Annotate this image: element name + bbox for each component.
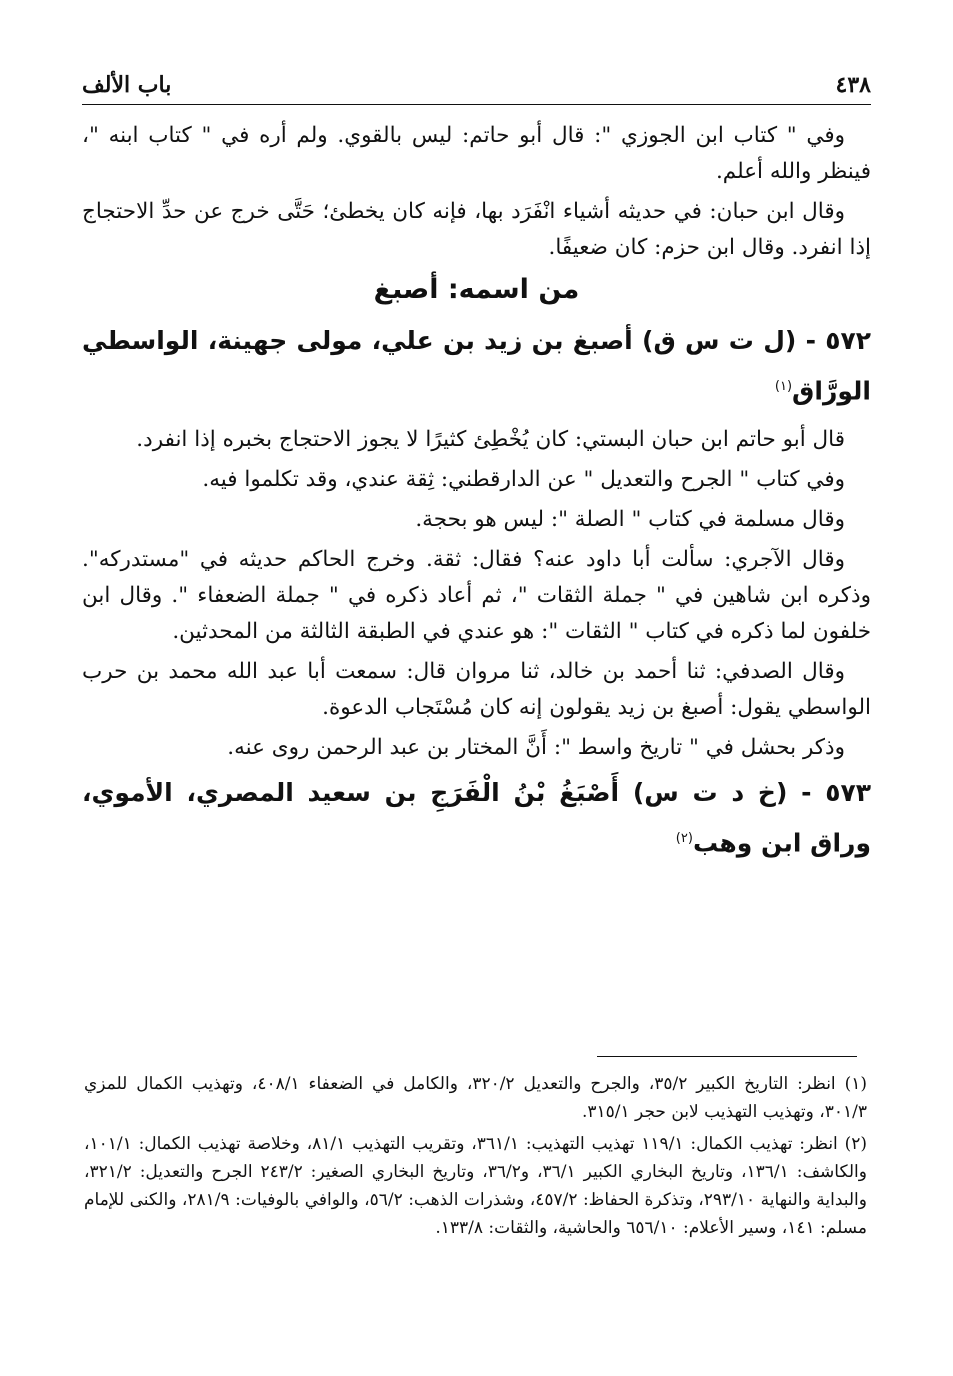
paragraph: وفي " كتاب ابن الجوزي ": قال أبو حاتم: ليس بالقوي. ولم أره في " كتاب ابنه "، فينظر والله أعلم. bbox=[82, 123, 871, 184]
chapter-title: باب الألف bbox=[82, 72, 172, 98]
footnote: (١) انظر: التاريخ الكبير ٣٥/٢، والجرح والتعديل ٣٢٠/٢، والكامل في الضعفاء ٤٠٨/١، وتهذيب الكمال للمزي ٣٠١/٣، وتهذيب التهذيب لابن حجر ٣١٥/١. bbox=[84, 1074, 867, 1122]
paragraph: قال أبو حاتم ابن حبان البستي: كان يُخْطِئ كثيرًا لا يجوز الاحتجاج بخبره إذا انفرد. bbox=[136, 427, 845, 453]
paragraph: وقال ابن حبان: في حديثه أشياء انْفَرَد بها، فإنه كان يخطئ؛ حَتَّى خرج عن حدِّ الاحتجاج إذا انفرد. وقال ابن حزم: كان ضعيفًا. bbox=[82, 199, 871, 260]
main-text bbox=[82, 118, 871, 875]
paragraph: وقال مسلمة في كتاب " الصلة ": ليس هو بحجة. bbox=[415, 507, 845, 533]
page-number: ٤٣٨ bbox=[835, 72, 871, 98]
paragraph: وقال الصدفي: ثنا أحمد بن خالد، ثنا مروان قال: سمعت أبا عبد الله محمد بن حرب الواسطي يقول: أصبغ بن زيد يقولون إنه كان مُسْتَجاب الدعوة. bbox=[82, 659, 871, 721]
footnotes bbox=[84, 1070, 867, 1246]
section-heading: من اسمه: أصبغ bbox=[373, 274, 580, 305]
paragraph: وقال الآجري: سألت أبا داود عنه؟ فقال: ثقة. وخرج الحاكم حديثه في "مستدركه". وذكره ابن شاهين في " جملة الثقات "، ثم أعاد ذكره في " جملة الضعفاء ". وقال ابن خلفون لما ذكره في كتاب " الثقات ": هو عندي في الطبقة الثالثة من المحدثين. bbox=[82, 547, 871, 645]
entry-heading-573 bbox=[82, 770, 871, 866]
paragraph: وذكر بحشل في " تاريخ واسط ": أَنَّ المختار بن عبد الرحمن روى عنه. bbox=[227, 735, 845, 761]
entry-heading-572 bbox=[82, 318, 871, 414]
paragraph: وفي كتاب " الجرح والتعديل " عن الدارقطني: ثِقة عندي، وقد تكلموا فيه. bbox=[202, 467, 845, 493]
footnote-divider bbox=[597, 1056, 857, 1057]
entry-heading-text: ٥٧٢ - (ل ت س ق) أصبغ بن زيد بن علي، مولى جهينة، الواسطي الورَّاق bbox=[82, 326, 871, 406]
header-divider bbox=[82, 104, 871, 105]
entry-heading-text: ٥٧٣ - (خ د ت س) أَصْبَغُ بْنُ الْفَرَجِ بن سعيد المصري، الأموي، وراق ابن وهب bbox=[82, 778, 871, 858]
page-header bbox=[82, 62, 871, 98]
footnote-ref: (١) bbox=[774, 379, 793, 394]
footnote-ref: (٢) bbox=[675, 831, 693, 847]
footnote: (٢) انظر: تهذيب الكمال: ١١٩/١ تهذيب التهذيب: ٣٦١/١، وتقريب التهذيب ٨١/١، وخلاصة تهذيب الكمال: ١٠١/١، والكاشف: ١٣٦/١، وتاريخ البخاري الكبير ٣٦/١، و٣٦/٢، وتاريخ البخاري الصغير: ٢٤٣/٢ الجرح والتعديل: ٣٢١/٢، والبداية والنهاية ٢٩٣/١٠، وتذكرة الحفاظ: ٤٥٧/٢، وشذرات الذهب: ٥٦/٢، والوافي بالوفيات: ٢٨١/٩، والكنى للإمام مسلم: ١٤١، وسير الأعلام: ٦٥٦/١٠ والحاشية، والثقات: ١٣٣/٨. bbox=[84, 1134, 867, 1238]
